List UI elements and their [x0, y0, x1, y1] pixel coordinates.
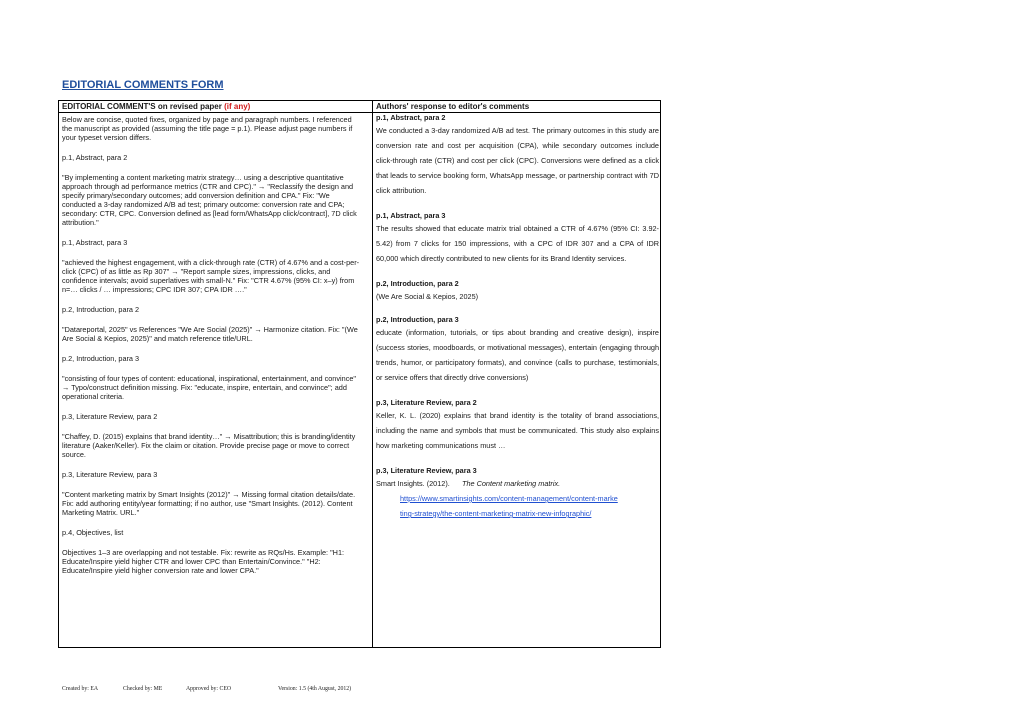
- editor-column-header: [62, 101, 250, 112]
- footer-checked-by: Checked by: ME: [123, 686, 163, 692]
- comment-text: "By implementing a content marketing matrix strategy… using a descriptive quantitative approach through ad performance metrics (CTR and CPC)." → "Reclassify the design and specify primary/secondary outcomes; add conversion definition and CPA." Fix: "We conducted a 3-day randomized A/B ad test; primary outcome: conversion rate and CPA; secondary: CTR, CPC. Conversion defined as [lead form/WhatsApp click/contract], 7D click attribution.": [62, 173, 357, 227]
- editor-comments-column: [62, 115, 362, 586]
- reference-heading: p.3, Literature Review, para 3: [376, 466, 477, 475]
- comment-text: "Content marketing matrix by Smart Insights (2012)" → Missing formal citation details/date. Fix: add authoring entity/year formatting; if no author, use "Smart Insights. (2012). Content Marketing Matrix. URL.": [62, 490, 356, 517]
- author-column-header: Authors' response to editor's comments: [376, 102, 530, 111]
- response-heading: p.2, Introduction, para 3: [376, 315, 459, 324]
- reference-link-part2[interactable]: ting-strategy/the-content-marketing-matrix-new-infographic/: [400, 509, 592, 518]
- reference-link-part1[interactable]: https://www.smartinsights.com/content-management/content-marke: [400, 494, 618, 503]
- response-heading: p.3, Literature Review, para 2: [376, 398, 477, 407]
- response-text: educate (information, tutorials, or tips about branding and creative design), inspire (success stories, moodboards, or motivational messages), entertain (engaging through trends, humor, or participatory formats), and convince (calls to purchase, testimonials, or service offers that directly drive conversions): [376, 328, 659, 382]
- comment-location: p.4, Objectives, list: [62, 528, 124, 537]
- footer-approved-by: Approved by: CEO: [186, 686, 232, 692]
- comment-text: "achieved the highest engagement, with a click-through rate (CTR) of 4.67% and a cost-per-click (CPC) of as little as Rp 307" → "Report sample sizes, impressions, clicks, and confidence intervals; avoid superlatives with small-N." Fix: "CTR 4.67% (95% CI: x–y) from n=… clicks / … impressions; CPC IDR 307; CPA IDR ….": [62, 258, 360, 294]
- author-responses-column: [376, 113, 659, 521]
- comment-intro: Below are concise, quoted fixes, organized by page and paragraph numbers. I referenced the manuscript as provided (assuming the title page = p.1). Please adjust page numbers if your typeset version differs.: [62, 115, 353, 142]
- comment-location: p.3, Literature Review, para 2: [62, 412, 158, 421]
- footer-created-by: Created by: EA: [62, 686, 99, 692]
- response-heading: p.2, Introduction, para 2: [376, 279, 459, 288]
- response-text: The results showed that educate matrix trial obtained a CTR of 4.67% (95% CI: 3.92-5.42) from 7 clicks for 150 impressions, with a CPC of IDR 307 and a CPA of IDR 60,000 which directly contributed to new clients for its Brand Identity services.: [376, 224, 659, 263]
- comment-text: "consisting of four types of content: educational, inspirational, entertainment, and convince" → Typo/construct definition missing. Fix: "educate, inspire, entertain, and convince"; add operational criteria.: [62, 374, 356, 401]
- comments-table: [58, 100, 661, 648]
- reference-url: [400, 491, 659, 521]
- comment-location: p.2, Introduction, para 3: [62, 354, 140, 363]
- comment-location: p.1, Abstract, para 2: [62, 153, 128, 162]
- comment-location: p.2, Introduction, para 2: [62, 305, 140, 314]
- comment-location: p.1, Abstract, para 3: [62, 238, 128, 247]
- editor-header-label: EDITORIAL COMMENT'S on revised paper: [62, 102, 222, 111]
- comment-location: p.3, Literature Review, para 3: [62, 470, 158, 479]
- column-divider: [372, 101, 373, 647]
- response-heading: p.1, Abstract, para 2: [376, 113, 446, 122]
- comment-text: Objectives 1–3 are overlapping and not testable. Fix: rewrite as RQs/Hs. Example: "H1: Educate/Inspire yield higher CTR and lower CPC than Entertain/Convince." "H2: Educate/Inspire yield higher conversion rate and lower CPA.": [62, 548, 345, 575]
- comment-text: "Datareportal, 2025" vs References "We Are Social (2025)" → Harmonize citation. Fix: "(We Are Social & Kepios, 2025)" and match reference title/URL.: [62, 325, 358, 343]
- reference-citation: [376, 476, 659, 491]
- response-text: We conducted a 3-day randomized A/B ad test. The primary outcomes in this study are conversion rate and cost per acquisition (CPA), while secondary outcomes include click-through rate (CTR) and cost per click (CPC). Conversions were defined as a click that leads to service booking form, WhatsApp message, or partnership contract with 7D click attribution.: [376, 126, 659, 195]
- reference-title: The Content marketing matrix.: [461, 479, 561, 488]
- table-header-row: [59, 101, 660, 113]
- response-heading: p.1, Abstract, para 3: [376, 211, 446, 220]
- if-any-note: (if any): [224, 102, 251, 111]
- footer-version: Version: 1.5 (4th August, 2012): [278, 686, 352, 692]
- reference-lead: Smart Insights. (2012).: [376, 479, 450, 488]
- form-title: EDITORIAL COMMENTS FORM: [62, 79, 224, 91]
- response-text: (We Are Social & Kepios, 2025): [376, 292, 479, 301]
- response-text: Keller, K. L. (2020) explains that brand identity is the totality of brand associations, including the name and symbols that must be communicated. This study also explains how marketing communications must …: [376, 411, 659, 450]
- comment-text: "Chaffey, D. (2015) explains that brand identity…" → Misattribution; this is branding/identity literature (Aaker/Keller). Fix the claim or citation. Provide precise page or move to correct source.: [62, 432, 356, 459]
